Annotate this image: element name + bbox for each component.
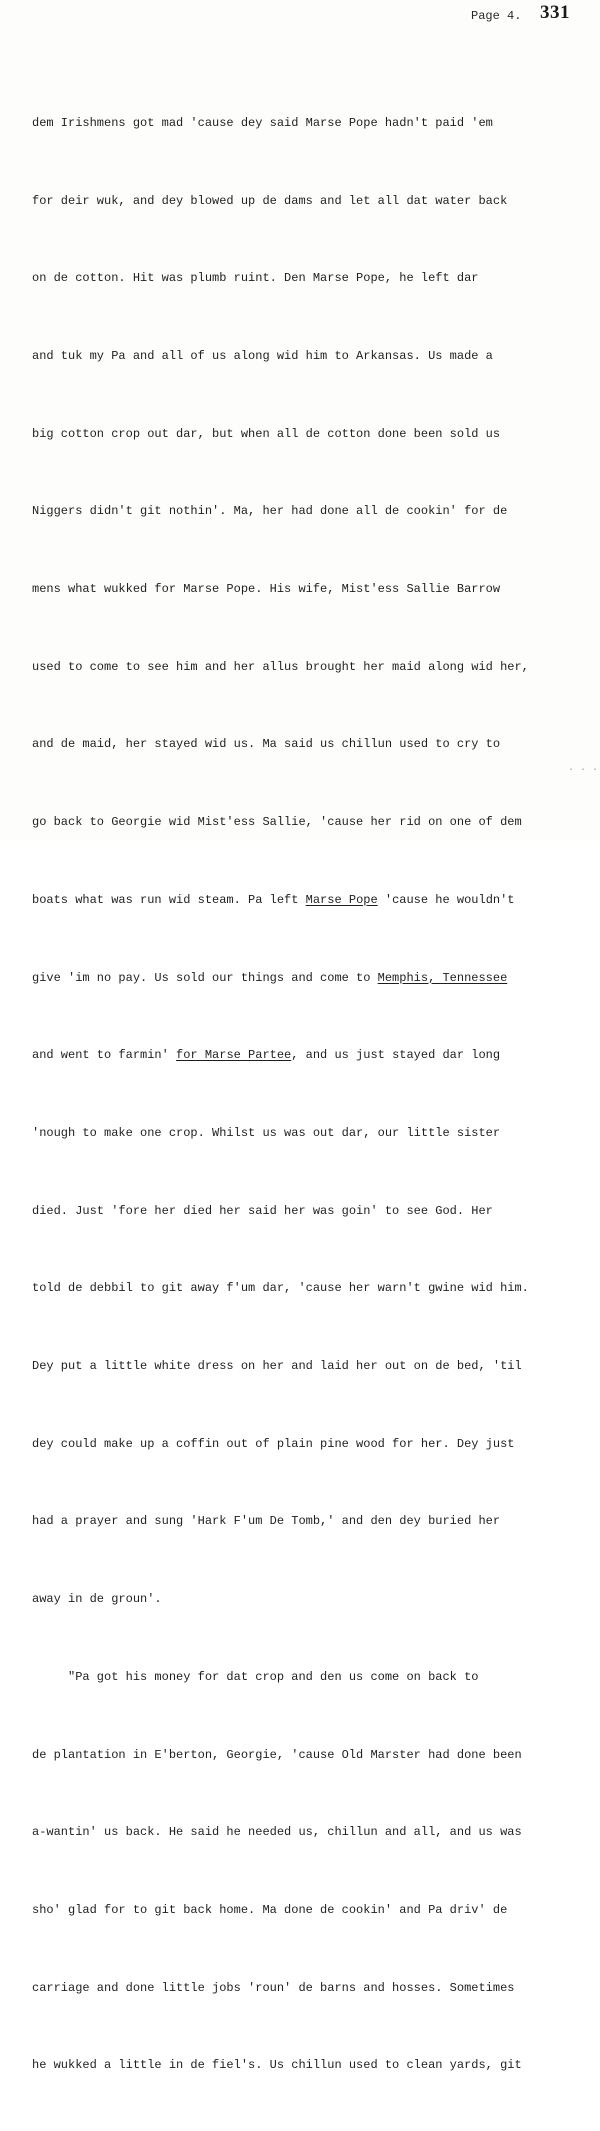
text-line: "Pa got his money for dat crop and den us come on back to <box>32 1669 479 1684</box>
text-segment: , and us just stayed dar long <box>291 1048 501 1063</box>
text-line: carriage and done little jobs 'roun' de barns and hosses. Sometimes <box>32 1980 515 1995</box>
text-segment: give 'im no pay. Us sold our things and come to <box>32 970 378 985</box>
text-line: away in de groun'. <box>32 1592 162 1607</box>
text-segment: 'cause he wouldn't <box>377 892 515 907</box>
text-line: on de cotton. Hit was plumb ruint. Den Marse Pope, he left dar <box>32 271 479 286</box>
body-text <box>32 59 580 2131</box>
text-line: Niggers didn't git nothin'. Ma, her had done all de cookin' for de <box>32 504 508 519</box>
text-line <box>32 888 580 914</box>
text-line: 'nough to make one crop. Whilst us was out dar, our little sister <box>32 1125 501 1140</box>
text-segment: boats what was run wid steam. Pa left <box>32 892 306 907</box>
scan-specks-decoration: · · · <box>568 765 599 776</box>
text-segment: and went to farmin' <box>32 1048 177 1063</box>
text-line: for deir wuk, and dey blowed up de dams and let all dat water back <box>32 193 508 208</box>
underlined-name: Marse Pope <box>305 892 378 907</box>
text-line <box>32 1043 580 1069</box>
page-number: 331 <box>540 2 570 23</box>
text-line: died. Just 'fore her died her said her was goin' to see God. Her <box>32 1203 493 1218</box>
underlined-place: Memphis, Tennessee <box>377 970 508 985</box>
text-line: dem Irishmens got mad 'cause dey said Marse Pope hadn't paid 'em <box>32 115 493 130</box>
text-line: mens what wukked for Marse Pope. His wife, Mist'ess Sallie Barrow <box>32 582 501 597</box>
text-line: a-wantin' us back. He said he needed us, chillun and all, and us was <box>32 1825 522 1840</box>
text-line: dey could make up a coffin out of plain pine wood for her. Dey just <box>32 1436 515 1451</box>
text-line: big cotton crop out dar, but when all de cotton done been sold us <box>32 426 501 441</box>
text-line: had a prayer and sung 'Hark F'um De Tomb,' and den dey buried her <box>32 1514 501 1529</box>
text-line: used to come to see him and her allus brought her maid along wid her, <box>32 659 529 674</box>
text-line: told de debbil to git away f'um dar, 'cause her warn't gwine wid him. <box>32 1281 529 1296</box>
text-line: he wukked a little in de fiel's. Us chillun used to clean yards, git <box>32 2058 522 2073</box>
text-line: and tuk my Pa and all of us along wid him to Arkansas. Us made a <box>32 348 493 363</box>
underlined-name: for Marse Partee <box>176 1048 292 1063</box>
text-line: Dey put a little white dress on her and laid her out on de bed, 'til <box>32 1359 522 1374</box>
text-line: sho' glad for to git back home. Ma done de cookin' and Pa driv' de <box>32 1902 508 1917</box>
text-line: de plantation in E'berton, Georgie, 'cause Old Marster had done been <box>32 1747 522 1762</box>
text-line: go back to Georgie wid Mist'ess Sallie, 'cause her rid on one of dem <box>32 815 522 830</box>
text-line <box>32 966 580 992</box>
text-line: and de maid, her stayed wid us. Ma said us chillun used to cry to <box>32 737 501 752</box>
page-label: Page 4. <box>471 9 522 23</box>
